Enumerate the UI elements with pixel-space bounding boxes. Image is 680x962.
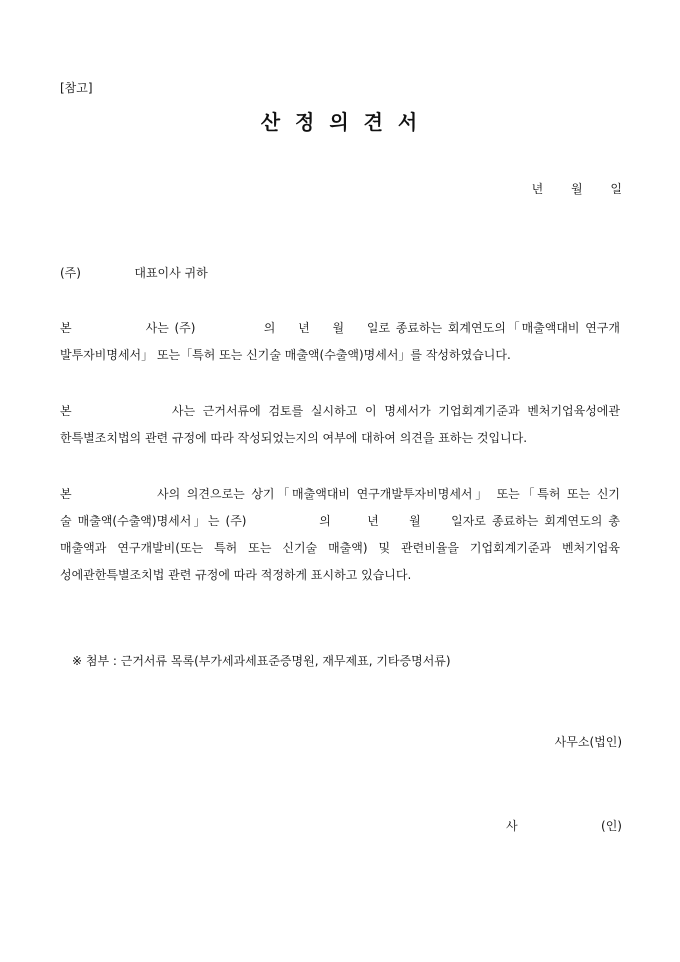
signer-label: 사 <box>506 819 518 833</box>
paragraph-1-line-1: 본 사는 (주) 의 년 월 일로 종료하는 회계연도의「매출액대비 연구개 <box>60 321 620 335</box>
paragraph-2-line-1: 본 사는 근거서류에 검토를 실시하고 이 명세서가 기업회계기준과 벤처기업육성에관 <box>60 404 620 418</box>
paragraph-3-line-4: 성에관한특별조치법 관련 규정에 따라 적정하게 표시하고 있습니다. <box>60 568 412 582</box>
paragraph-2-line-2: 한특별조치법의 관련 규정에 따라 작성되었는지의 여부에 대하여 의견을 표하는 것입니다. <box>60 431 528 445</box>
paragraph-3-line-3: 매출액과 연구개발비(또는 특허 또는 신기술 매출액) 및 관련비율을 기업회계기준과 벤처기업육 <box>60 541 620 555</box>
attachment-note: ※ 첨부 : 근거서류 목록(부가세과세표준증명원, 재무제표, 기타증명서류) <box>72 654 451 668</box>
reference-label: [참고] <box>60 81 93 95</box>
paragraph-3-line-2: 술 매출액(수출액)명세서」는 (주) 의 년 월 일자로 종료하는 회계연도의 총 <box>60 514 620 528</box>
document-title: 산 정 의 견 서 <box>260 110 420 134</box>
addressee-line: (주) 대표이사 귀하 <box>60 266 208 280</box>
paragraph-3-line-1: 본 사의 의견으로는 상기「매출액대비 연구개발투자비명세서」 또는「특허 또는 신기 <box>60 487 620 501</box>
seal-label: (인) <box>601 819 622 833</box>
office-label: 사무소(법인) <box>554 735 622 749</box>
paragraph-1-line-2: 발투자비명세서」 또는「특허 또는 신기술 매출액(수출액)명세서」를 작성하였습니다. <box>60 348 511 362</box>
date-line: 년 월 일 <box>531 182 622 196</box>
